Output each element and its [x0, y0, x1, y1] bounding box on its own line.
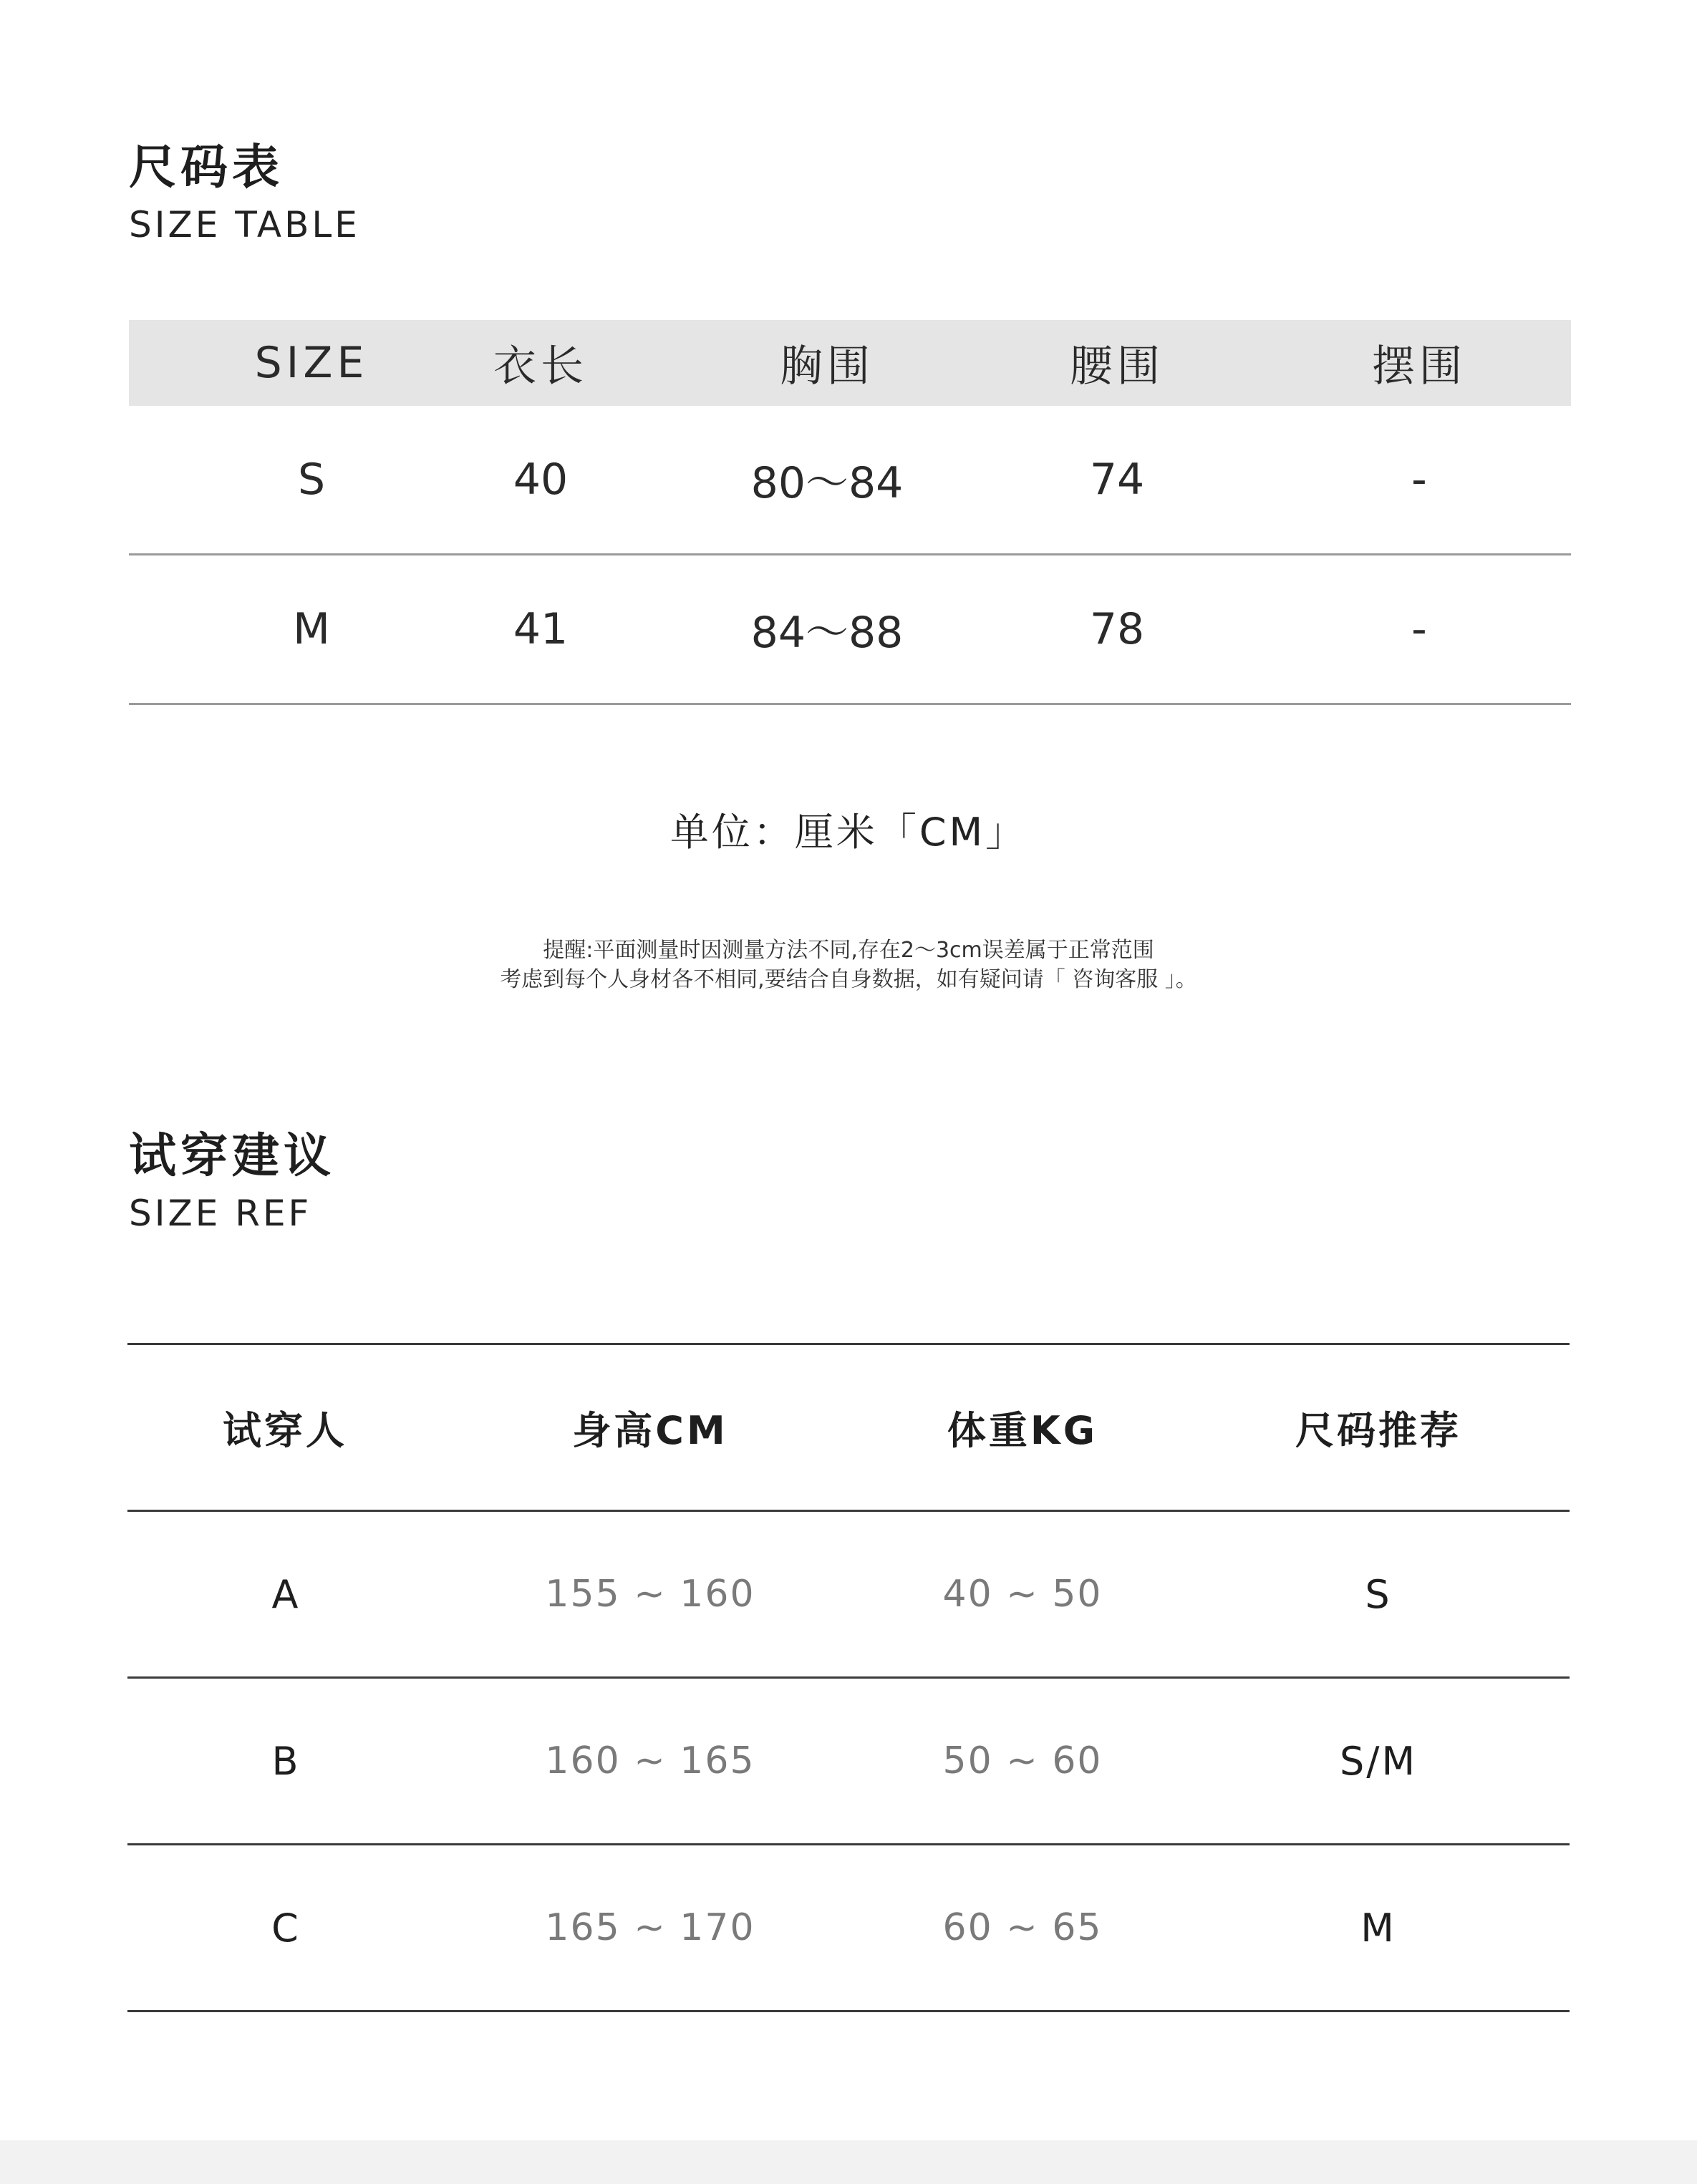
measurement-note: 提醒:平面测量时因测量方法不同,存在2～3cm误差属于正常范围 — [543, 938, 1154, 963]
chest-cell: 80～84 — [750, 458, 904, 508]
size-table — [129, 320, 1571, 705]
recommended-size-cell: S — [1365, 1571, 1392, 1617]
wearer-cell: A — [271, 1571, 299, 1617]
wearer-cell: C — [271, 1905, 299, 1951]
length-cell: 40 — [513, 455, 569, 505]
unit-label: 单位：厘米「CM」 — [669, 810, 1028, 855]
table-row — [127, 1845, 1570, 2012]
table-row — [127, 1679, 1570, 1845]
header-weight: 体重KG — [947, 1407, 1098, 1453]
height-cell: 160 ~ 165 — [545, 1739, 755, 1782]
recommended-size-cell: M — [1360, 1905, 1396, 1951]
waist-cell: 74 — [1089, 455, 1145, 505]
length-cell: 41 — [513, 604, 569, 654]
chest-cell: 84～88 — [750, 608, 904, 658]
table-row — [129, 555, 1571, 705]
wearer-cell: B — [271, 1738, 299, 1784]
size-ref-title: 试穿建议 — [129, 1128, 335, 1183]
weight-cell: 40 ~ 50 — [942, 1573, 1103, 1616]
size-ref-table — [127, 1343, 1570, 2012]
header-recommended-size: 尺码推荐 — [1295, 1407, 1461, 1453]
size-cell: S — [297, 455, 326, 505]
size-ref-subtitle: SIZE REF — [129, 1193, 312, 1234]
size-cell: M — [293, 604, 330, 654]
size-table-subtitle: SIZE TABLE — [129, 204, 360, 246]
hem-cell: - — [1411, 604, 1427, 654]
weight-cell: 50 ~ 60 — [942, 1739, 1103, 1782]
size-table-title: 尺码表 — [129, 140, 284, 195]
header-hem: 摆围 — [1372, 341, 1466, 392]
header-waist: 腰围 — [1070, 341, 1164, 392]
header-chest: 胸围 — [780, 341, 874, 392]
size-table-header — [129, 320, 1571, 406]
header-size: SIZE — [254, 338, 369, 388]
table-row — [127, 1512, 1570, 1679]
waist-cell: 78 — [1089, 604, 1145, 654]
header-height: 身高CM — [572, 1407, 728, 1453]
height-cell: 155 ~ 160 — [545, 1573, 755, 1616]
size-ref-header — [127, 1345, 1570, 1512]
table-row — [129, 406, 1571, 555]
fit-note: 考虑到每个人身材各不相同,要结合自身数据，如有疑问请「 咨询客服 」。 — [500, 967, 1197, 992]
header-wearer: 试穿人 — [223, 1407, 347, 1453]
header-length: 衣长 — [493, 341, 588, 392]
weight-cell: 60 ~ 65 — [942, 1906, 1103, 1949]
recommended-size-cell: S/M — [1339, 1738, 1418, 1784]
hem-cell: - — [1411, 455, 1427, 505]
height-cell: 165 ~ 170 — [545, 1906, 755, 1949]
